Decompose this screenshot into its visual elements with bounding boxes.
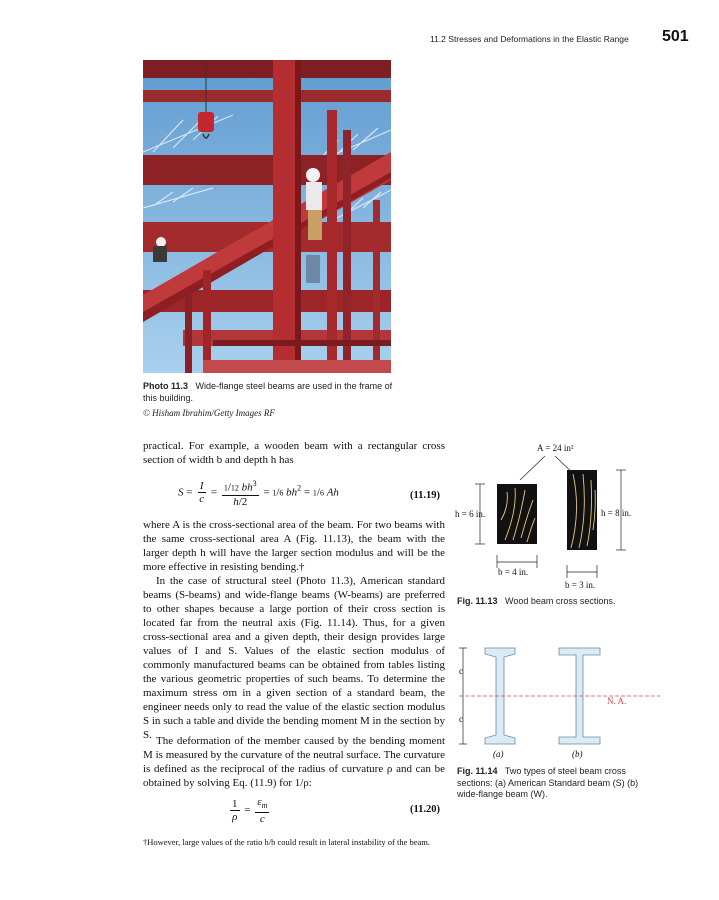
neutral-axis-label: N. A.	[607, 696, 627, 706]
equation-number-11-19: (11.19)	[410, 490, 441, 501]
fig-11-13-caption-text: Wood beam cross sections.	[505, 596, 616, 606]
b2-label: b = 3 in.	[565, 580, 596, 590]
sublabel-a: (a)	[493, 749, 504, 759]
fig-11-13	[455, 440, 685, 600]
equation-number-11-20: (11.20)	[410, 804, 441, 815]
photo-caption	[143, 381, 403, 404]
paragraph-2: where A is the cross-sectional area of the beam. For two beams with the same cross-sectional area A (Fig. 11.13), the beam with the larger depth h will have the larger section modulus and will be the more effective in resisting bending.†	[143, 519, 445, 573]
page-number: 501	[662, 28, 689, 45]
footnote: †However, large values of the ratio h/b could result in lateral instability of the beam.	[143, 837, 430, 847]
c-top-label: c	[459, 666, 463, 676]
running-head: 11.2 Stresses and Deformations in the Elastic Range	[430, 34, 629, 44]
fig-11-13-label: Fig. 11.13	[457, 596, 498, 606]
equation-11-19: S = $\frac{I}{c}$ = $\frac{1/12 bh^3}{h/2}$ = 1/6 $bh^2 = 1/6$ Ah	[178, 479, 339, 508]
steel-frame-photo	[143, 60, 391, 373]
equation-11-20: $\frac{1}{\rho}$ = $\frac{\varepsilon_m}{c}$	[232, 796, 268, 826]
photo-label: Photo 11.3	[143, 381, 189, 391]
fig-11-14-caption	[457, 766, 662, 801]
photo-credit: © Hisham Ibrahim/Getty Images RF	[143, 408, 275, 418]
paragraph-1: practical. For example, a wooden beam with a rectangular cross section of width b and depth h has	[143, 440, 445, 466]
fig-11-13-caption	[457, 596, 657, 608]
b1-label: b = 4 in.	[498, 567, 529, 577]
fig-11-14	[455, 638, 685, 763]
fig-11-14-caption-text: Two types of steel beam cross sections: (a) American Standard beam (S) (b) wide-flange beam (W).	[457, 766, 639, 799]
h1-label: h = 6 in.	[455, 509, 486, 519]
photo-caption-text: Wide-flange steel beams are used in the frame of this building.	[143, 381, 393, 403]
paragraph-3: In the case of structural steel (Photo 11.3), American standard beams (S-beams) and wide-flange beams (W-beams) are preferred to other shapes because a large portion of their cross section is located far from the neutral axis (Fig. 11.14). Thus, for a given cross-sectional area and a given depth, their design provides large values of I and S. Values of the elastic section modulus of commonly manufactured beams can be obtained from tables listing the various geometric properties of such beams. To determine the maximum stress σm in a given section of a standard beam, the engineer needs only to read the value of the elastic section modulus S in such a table and divide the bending moment M in the section by S.	[143, 575, 445, 741]
h2-label: h = 8 in.	[601, 508, 632, 518]
c-bottom-label: c	[459, 714, 463, 724]
paragraph-4: The deformation of the member caused by the bending moment M is measured by the curvature of the neutral surface. The curvature is defined as the reciprocal of the radius of curvature ρ and can be obtained by solving Eq. (11.9) for 1/ρ:	[143, 735, 445, 789]
area-label: A = 24 in²	[537, 443, 574, 453]
fig-11-14-label: Fig. 11.14	[457, 766, 498, 776]
sublabel-b: (b)	[572, 749, 583, 759]
